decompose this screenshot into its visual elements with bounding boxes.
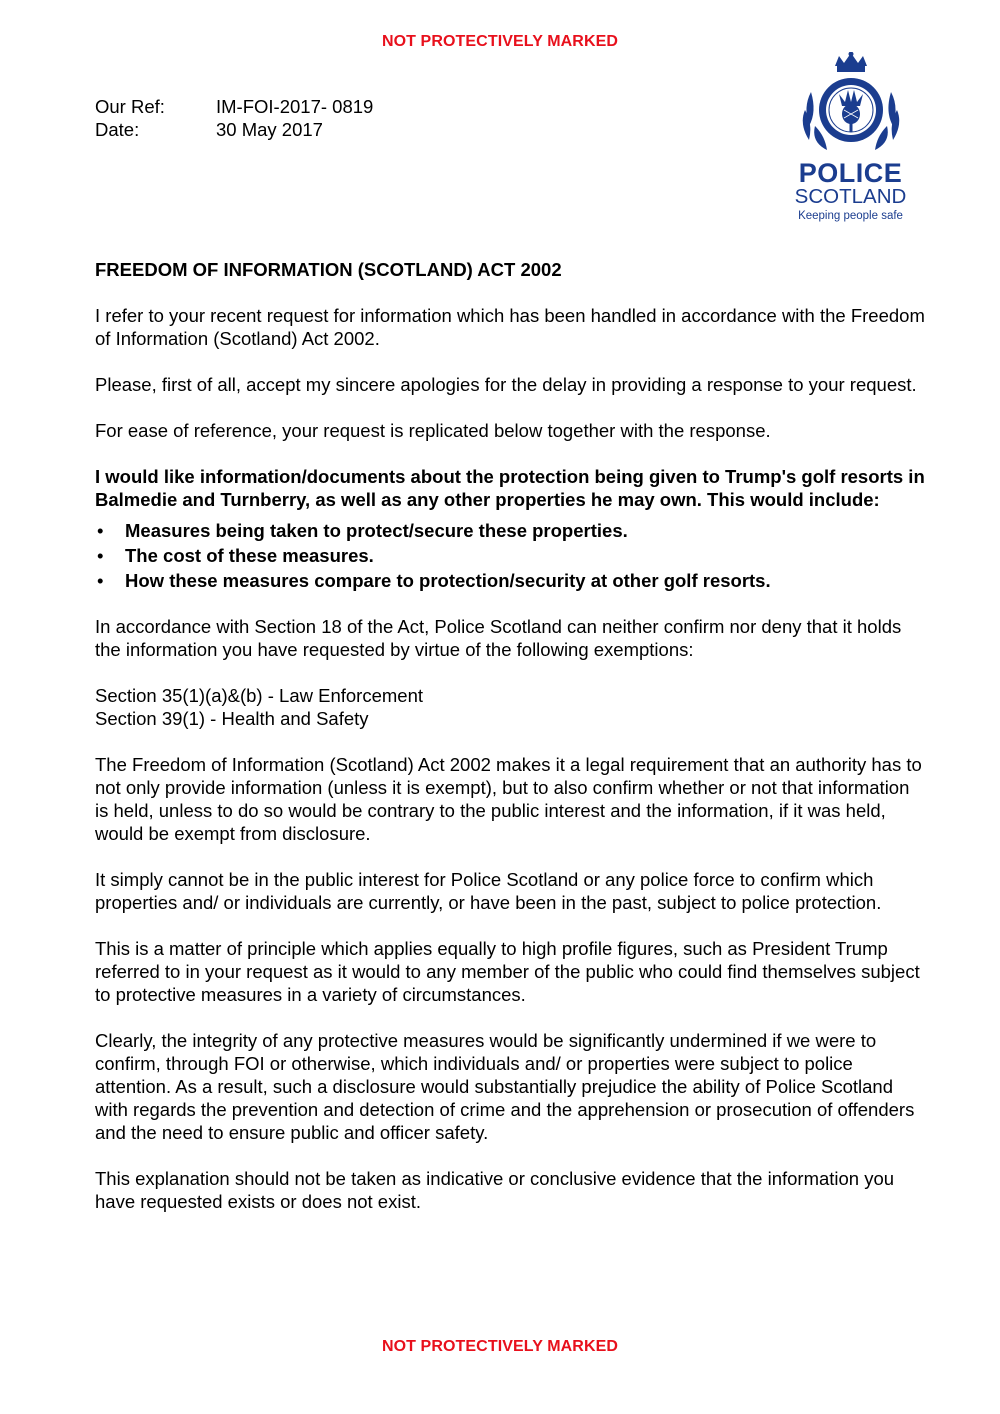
date-label: Date: [95,119,140,140]
exemption-law-enforcement: Section 35(1)(a)&(b) - Law Enforcement [95,685,423,706]
bullet-icon: • [97,545,104,566]
paragraph-public-interest: It simply cannot be in the public interest for Police Scotland or any police force to confirm which properties and/ or individuals are currently, or have been in the past, subject to police protection. [95,869,882,913]
list-item [95,519,925,542]
paragraph-apology: Please, first of all, accept my sincere apologies for the delay in providing a response to your request. [95,374,917,395]
bullet-text: The cost of these measures. [125,545,374,566]
reference-block [95,95,373,141]
our-ref-row [95,95,373,118]
logo-word-scotland: SCOTLAND [794,185,907,208]
letter-body [95,258,925,1236]
police-crest-icon [797,52,905,158]
bullet-icon: • [97,570,104,591]
paragraph-legal-requirement: The Freedom of Information (Scotland) Act 2002 makes it a legal requirement that an authority has to not only provide information (unless it is exempt), but to also confirm whether or not that information is held, unless to do so would be contrary to the public interest and the information, if it was held, would be exempt from disclosure. [95,754,922,844]
bullet-icon: • [97,520,104,541]
paragraph-integrity: Clearly, the integrity of any protective measures would be significantly undermined if we were to confirm, through FOI or otherwise, which individuals and/ or properties were subject to police attention. As a result, such a disclosure would substantially prejudice the ability of Police Scotland with regards the prevention and detection of crime and the apprehension or prosecution of offenders and the need to ensure public and officer safety. [95,1030,915,1143]
letter-heading: FREEDOM OF INFORMATION (SCOTLAND) ACT 2002 [95,259,562,280]
paragraph-section-18: In accordance with Section 18 of the Act, Police Scotland can neither confirm nor deny that it holds the information you have requested by virtue of the following exemptions: [95,616,902,660]
paragraph-intro: I refer to your recent request for information which has been handled in accordance with the Freedom of Information (Scotland) Act 2002. [95,305,925,349]
bullet-text: Measures being taken to protect/secure these properties. [125,520,628,541]
exemptions [95,684,925,730]
exemption-health-safety: Section 39(1) - Health and Safety [95,708,369,729]
paragraph-explanation: This explanation should not be taken as indicative or conclusive evidence that the information you have requested exists or does not exist. [95,1168,895,1212]
logo-word-police: POLICE [798,158,903,188]
paragraph-reference: For ease of reference, your request is replicated below together with the response. [95,420,771,441]
list-item [95,569,925,592]
date-value: 30 May 2017 [216,119,323,140]
request-bullets [95,519,925,592]
our-ref-value: IM-FOI-2017- 0819 [216,96,374,117]
protective-marking-bottom: NOT PROTECTIVELY MARKED [381,1338,619,1355]
protective-marking-top: NOT PROTECTIVELY MARKED [381,33,619,50]
bullet-text: How these measures compare to protection/security at other golf resorts. [125,570,771,591]
logo-tagline: Keeping people safe [798,210,903,222]
police-scotland-logo [783,52,918,227]
request-text: I would like information/documents about the protection being given to Trump's golf resorts in Balmedie and Turnberry, as well as any other properties he may own. This would include: [95,466,925,510]
our-ref-label: Our Ref: [95,96,165,117]
list-item [95,544,925,567]
date-row [95,118,373,141]
paragraph-principle: This is a matter of principle which applies equally to high profile figures, such as President Trump referred to in your request as it would to any member of the public who could find themselves subject to protective measures in a variety of circumstances. [95,938,920,1005]
